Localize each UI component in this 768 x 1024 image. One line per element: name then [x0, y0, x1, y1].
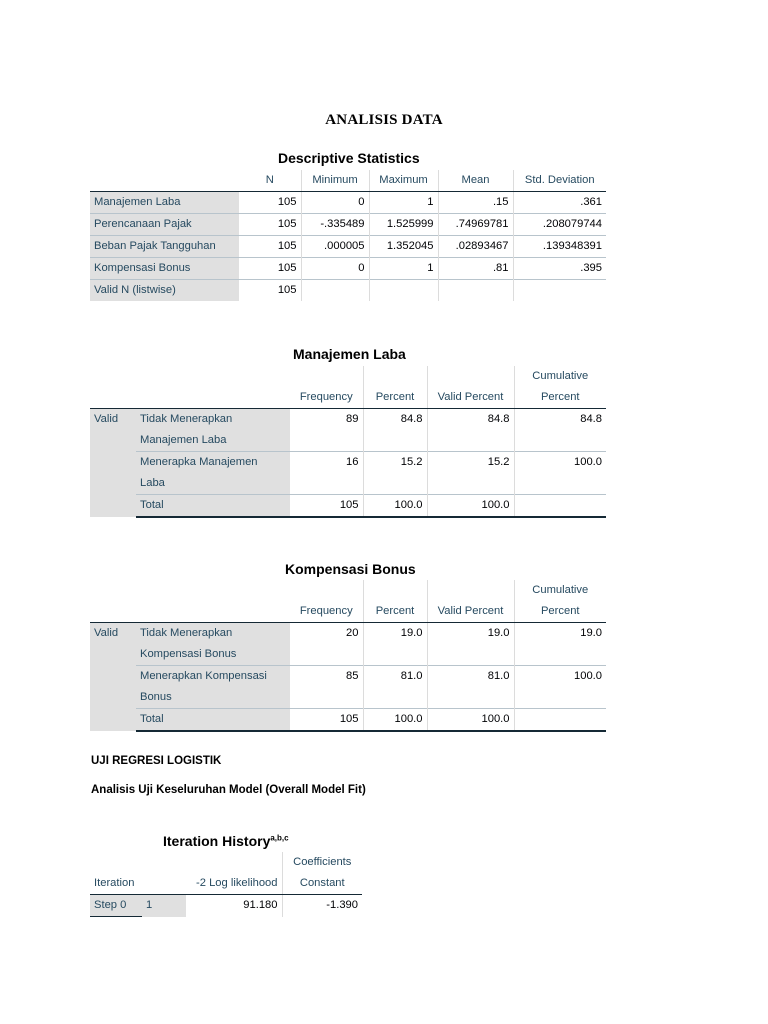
table-cell: 91.180 — [243, 899, 278, 912]
table-cell: 100.0 — [427, 495, 514, 518]
table-cell: 100.0 — [514, 452, 606, 474]
table-row — [90, 214, 606, 236]
column-header: Cumulative — [514, 366, 606, 387]
table-row — [90, 409, 606, 431]
table-cell: -.335489 — [301, 214, 369, 236]
table-row — [90, 644, 606, 666]
section-heading-uji-regresi: UJI REGRESI LOGISTIK — [91, 755, 222, 767]
table-cell: 105 — [239, 214, 301, 236]
column-header: Constant — [282, 873, 362, 895]
table-row — [90, 473, 606, 495]
iteration-history-title-text: Iteration History — [163, 833, 271, 849]
table-cell: 81.0 — [363, 666, 427, 688]
table-header-row — [90, 873, 362, 895]
table-cell: .15 — [438, 192, 513, 214]
table-cell: .000005 — [301, 236, 369, 258]
table-cell: 19.0 — [363, 623, 427, 645]
descriptive-statistics-table — [90, 170, 606, 301]
table-cell — [513, 280, 606, 302]
table-cell: 105 — [290, 709, 363, 732]
row-label: Step 0 — [90, 895, 142, 917]
table-row — [90, 236, 606, 258]
column-header: Mean — [438, 170, 513, 192]
table-header-row — [90, 366, 606, 387]
column-header: -2 Log likelihood — [186, 873, 282, 895]
column-header: Iteration — [90, 873, 186, 895]
table-row — [90, 709, 606, 732]
row-label: Laba — [136, 473, 290, 495]
table-cell: 85 — [290, 666, 363, 688]
row-label: Menerapkan Kompensasi — [136, 666, 290, 688]
row-label: 1 — [142, 895, 186, 917]
table-cell: 100.0 — [427, 709, 514, 732]
table-cell: 15.2 — [363, 452, 427, 474]
column-header: Std. Deviation — [513, 170, 606, 192]
table-header-row — [90, 601, 606, 623]
table-cell: .02893467 — [438, 236, 513, 258]
document-title: ANALISIS DATA — [325, 112, 443, 128]
table-cell: 1.525999 — [369, 214, 438, 236]
column-header: Percent — [514, 387, 606, 409]
table-cell — [369, 280, 438, 302]
column-header: Frequency — [290, 601, 363, 623]
column-header: N — [239, 170, 301, 192]
table-cell: .139348391 — [513, 236, 606, 258]
table-cell: .81 — [438, 258, 513, 280]
table-cell: 20 — [346, 627, 359, 639]
row-label: Manajemen Laba — [136, 430, 290, 452]
column-header: Frequency — [290, 387, 363, 409]
column-header: Maximum — [369, 170, 438, 192]
table-row — [90, 623, 606, 645]
column-header: Minimum — [301, 170, 369, 192]
table-cell: 15.2 — [427, 452, 514, 474]
column-header: Valid Percent — [427, 387, 514, 409]
table-cell: 0 — [301, 192, 369, 214]
table-cell — [438, 280, 513, 302]
table-cell: 19.0 — [427, 623, 514, 645]
table-cell: 105 — [239, 236, 301, 258]
table-cell — [301, 280, 369, 302]
table-cell: 1 — [369, 258, 438, 280]
row-label: Kompensasi Bonus — [90, 258, 239, 280]
row-label: Manajemen Laba — [90, 192, 239, 214]
table-cell: 19.0 — [514, 623, 606, 645]
table-row — [90, 192, 606, 214]
table-cell: .74969781 — [438, 214, 513, 236]
table-cell: 81.0 — [427, 666, 514, 688]
row-label: Bonus — [136, 687, 290, 709]
table-cell: .361 — [513, 192, 606, 214]
row-label: Perencanaan Pajak — [90, 214, 239, 236]
manajemen-laba-table — [90, 366, 606, 518]
table-row — [90, 430, 606, 452]
group-label: Valid — [90, 409, 136, 518]
column-header: Cumulative — [514, 580, 606, 601]
column-header: Percent — [514, 601, 606, 623]
row-label: Valid N (listwise) — [90, 280, 239, 302]
column-header: Valid Percent — [427, 601, 514, 623]
table-header-row — [90, 580, 606, 601]
table-header-row — [90, 170, 606, 192]
table-cell: 100.0 — [514, 666, 606, 688]
table-row — [90, 666, 606, 688]
table-cell: 100.0 — [363, 495, 427, 518]
table-header-row — [90, 852, 362, 873]
table-row — [90, 258, 606, 280]
column-header: Percent — [363, 387, 427, 409]
group-label: Valid — [90, 623, 136, 732]
table-cell: 105 — [239, 258, 301, 280]
manajemen-laba-title: Manajemen Laba — [293, 346, 406, 362]
table-cell: .208079744 — [513, 214, 606, 236]
row-label: Menerapka Manajemen — [136, 452, 290, 474]
table-row — [90, 452, 606, 474]
table-cell: 1.352045 — [369, 236, 438, 258]
table-cell: 100.0 — [363, 709, 427, 732]
row-label: Beban Pajak Tangguhan — [90, 236, 239, 258]
table-cell: 1 — [369, 192, 438, 214]
row-label: Kompensasi Bonus — [136, 644, 290, 666]
section-heading-overall-model-fit: Analisis Uji Keseluruhan Model (Overall Model Fit) — [91, 784, 366, 796]
descriptive-statistics-title: Descriptive Statistics — [278, 150, 420, 166]
iteration-history-superscript: a,b,c — [270, 833, 289, 843]
row-label: Tidak Menerapkan — [136, 409, 290, 431]
table-header-row — [90, 387, 606, 409]
table-cell: 84.8 — [514, 409, 606, 431]
table-row — [90, 280, 606, 302]
table-cell: 16 — [290, 452, 363, 474]
table-row — [90, 687, 606, 709]
table-row — [90, 895, 362, 917]
table-cell: 0 — [301, 258, 369, 280]
kompensasi-bonus-title: Kompensasi Bonus — [285, 561, 416, 577]
table-cell: 105 — [239, 280, 301, 302]
table-cell: 105 — [290, 495, 363, 518]
row-label: Total — [136, 709, 290, 732]
row-label: Tidak Menerapkan — [136, 623, 290, 645]
table-cell: -1.390 — [282, 895, 362, 917]
iteration-history-title — [163, 833, 289, 849]
table-cell: 84.8 — [363, 409, 427, 431]
table-cell: .395 — [513, 258, 606, 280]
table-cell: 84.8 — [427, 409, 514, 431]
iteration-history-table — [90, 852, 362, 917]
kompensasi-bonus-table — [90, 580, 606, 732]
row-label: Total — [136, 495, 290, 518]
column-header: Coefficients — [282, 852, 362, 873]
table-cell: 89 — [346, 413, 359, 425]
column-header: Percent — [363, 601, 427, 623]
table-cell: 105 — [277, 196, 297, 208]
table-row — [90, 495, 606, 518]
